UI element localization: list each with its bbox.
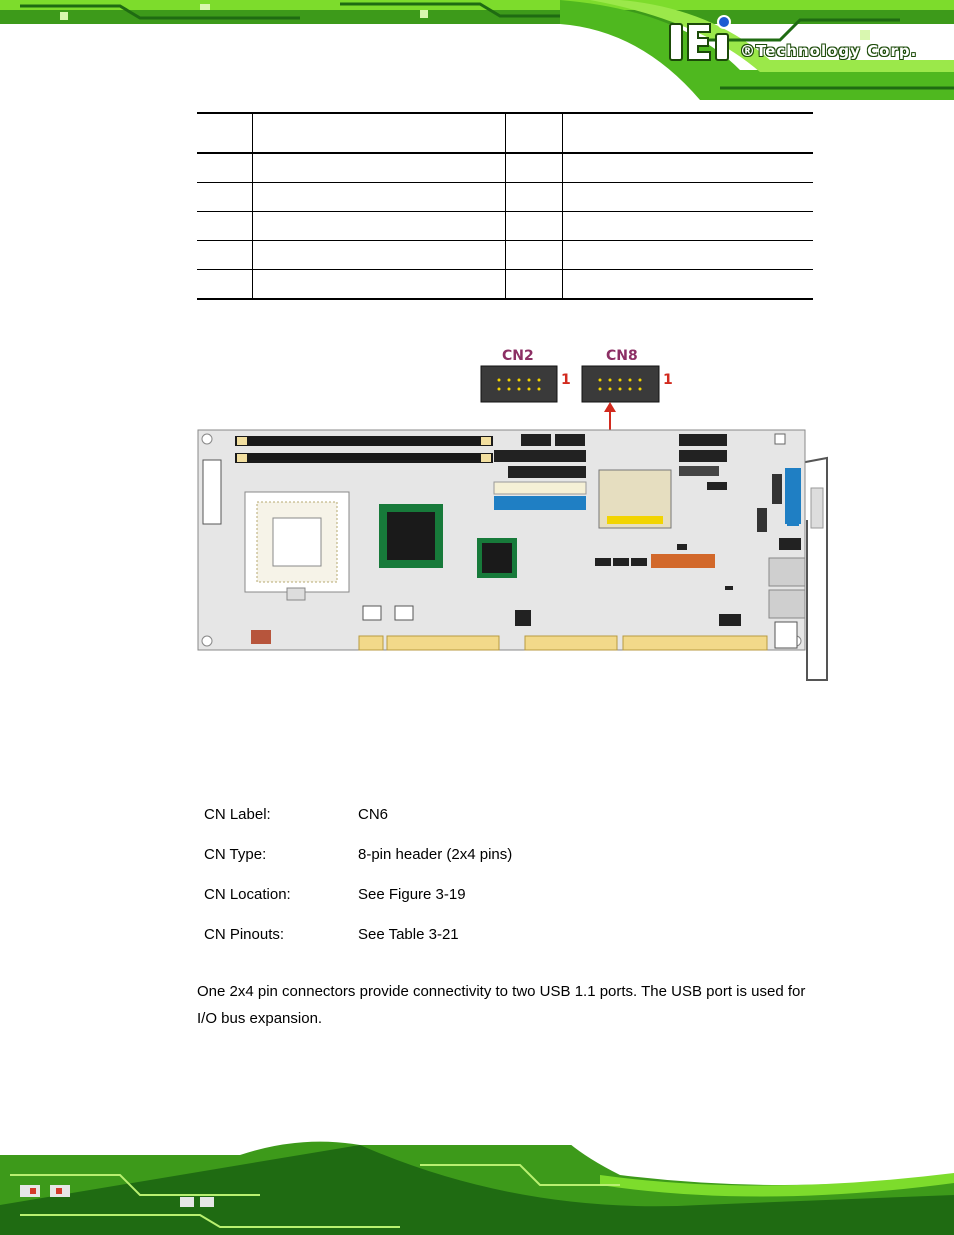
table-header-row: [197, 113, 813, 153]
dimm-slot: [235, 436, 493, 446]
table-cell: [197, 212, 253, 241]
brand-text: ®Technology Corp.: [740, 42, 918, 60]
motherboard-diagram: [195, 340, 835, 685]
board-figure: [195, 340, 835, 685]
table-cell: [253, 212, 506, 241]
spec-key: CN Pinouts:: [204, 926, 285, 943]
power-connector: [203, 460, 221, 524]
fan-connector: [251, 630, 271, 644]
cn2-pin1-label: 1: [561, 372, 571, 388]
table-cell: [197, 113, 253, 153]
lan-port: [769, 558, 805, 586]
spec-value: See Table 3-21: [358, 926, 459, 943]
footer-banner: [0, 1135, 954, 1235]
callout-cn8-label: CN8: [606, 348, 638, 364]
table-row: [197, 212, 813, 241]
spec-value: CN6: [358, 806, 389, 823]
cn8-header-icon: [582, 366, 659, 402]
spec-key: CN Label:: [204, 806, 271, 823]
dimm-slot: [235, 453, 493, 463]
spec-key: CN Type:: [204, 846, 267, 863]
header-banner: [0, 0, 954, 100]
table-cell: [197, 241, 253, 270]
vga-port: [785, 468, 801, 524]
table-cell: [563, 270, 814, 300]
table-cell: [506, 270, 563, 300]
table-cell: [253, 183, 506, 212]
table-cell: [253, 153, 506, 183]
cn8-pin1-label: 1: [663, 372, 673, 388]
header-cn8: [555, 434, 585, 446]
table-cell: [563, 153, 814, 183]
table-row: [197, 183, 813, 212]
table-cell: [563, 113, 814, 153]
table-cell: [563, 212, 814, 241]
ide-connector: [494, 496, 586, 510]
table-cell: [197, 183, 253, 212]
table-cell: [197, 153, 253, 183]
lan-port: [769, 590, 805, 618]
spec-value: 8-pin header (2x4 pins): [358, 846, 513, 863]
table-cell: [563, 183, 814, 212]
sata-connector: [683, 554, 715, 568]
table-cell: [506, 153, 563, 183]
pinout-table: [197, 112, 813, 300]
sata-connector: [651, 554, 683, 568]
table-cell: [506, 113, 563, 153]
table-cell: [253, 113, 506, 153]
cn2-header-icon: [481, 366, 557, 402]
spec-key: CN Location:: [204, 886, 291, 903]
spec-value: See Figure 3-19: [358, 886, 466, 903]
table-cell: [253, 270, 506, 300]
callout-cn2-label: CN2: [502, 348, 534, 364]
table-cell: [253, 241, 506, 270]
table-row: [197, 153, 813, 183]
pcb-footer-graphic: [0, 1135, 954, 1235]
table-row: [197, 270, 813, 300]
table-cell: [563, 241, 814, 270]
description-paragraph: One 2x4 pin connectors provide connectivity to two USB 1.1 ports. The USB port is used for I/O bus expansion.: [197, 983, 806, 1027]
table-row: [197, 241, 813, 270]
table-cell: [506, 183, 563, 212]
header-cn2: [521, 434, 551, 446]
table-cell: [197, 270, 253, 300]
table-cell: [506, 212, 563, 241]
table-cell: [506, 241, 563, 270]
